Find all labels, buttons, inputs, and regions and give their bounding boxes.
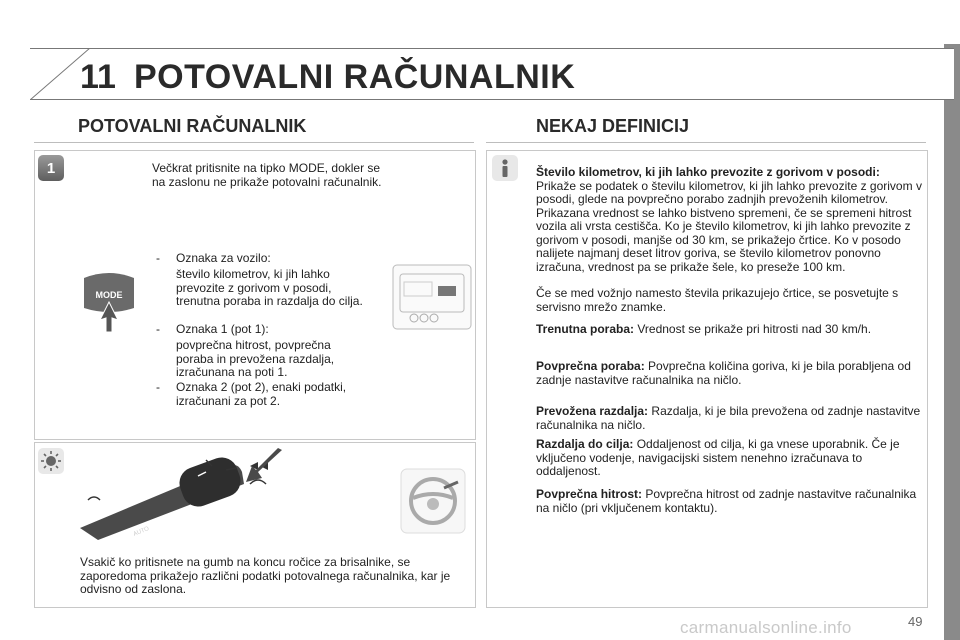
- list-detail-1: število kilometrov, ki jih lahko prevozite z gorivom v posodi, trenutna poraba in razdalja do cilja.: [176, 267, 363, 308]
- step-badge: 1: [38, 155, 64, 181]
- page-side-bar: [944, 44, 960, 640]
- lightbulb-icon: [38, 448, 64, 474]
- definition-range: [536, 166, 924, 274]
- definition-term: Trenutna poraba:: [536, 322, 635, 336]
- definition-dashes-note: [536, 287, 924, 314]
- info-icon: [492, 155, 518, 181]
- mode-button-label: MODE: [95, 290, 123, 300]
- left-section-divider: [34, 142, 474, 143]
- definition-text: Razdalja, ki je bila prevožena od zadnje nastavitve računalnika na ničlo.: [536, 404, 921, 432]
- definition-term: Razdalja do cilja:: [536, 437, 634, 451]
- definition-current-consumption: [536, 323, 924, 337]
- definition-term: Število kilometrov, ki jih lahko prevozite z gorivom v posodi:: [536, 165, 880, 179]
- page-number: 49: [908, 614, 923, 629]
- definition-distance-to-destination: [536, 438, 924, 479]
- steering-wheel-icon: [400, 468, 466, 534]
- chapter-number: 11: [80, 58, 116, 96]
- list-label-1: Oznaka za vozilo:: [176, 251, 271, 265]
- definition-average-speed: [536, 488, 924, 515]
- list-dash-1: -: [156, 251, 160, 265]
- watermark: carmanualsonline.info: [680, 618, 852, 637]
- definition-term: Prevožena razdalja:: [536, 404, 649, 418]
- right-section-divider: [486, 142, 926, 143]
- mode-intro-text: Večkrat pritisnite na tipko MODE, dokler se na zaslonu ne prikaže potovalni računalnik.: [152, 161, 382, 189]
- definition-term: Povprečna hitrost:: [536, 487, 643, 501]
- definition-text: Prikaže se podatek o številu kilometrov, ki jih lahko prevozite z gorivom v posodi, glede na povprečno porabo zadnjih prevoženih kilometrov. Prikazana vrednost se lahko bistveno spremeni, če se spremeni hitrost vozila ali vrsta cestišča. Ko je število kilometrov, ki jih lahko prevozite z gorivom v posodi, manjše od 30 km, se prikažejo črtice. Ko v posodo nalijete najmanj deset litrov goriva, se število kilometrov ponovno izračuna, vrednost pa se prikaže šele, ko preseže 100 km.: [536, 178, 922, 274]
- definition-text: Vrednost se prikaže pri hitrosti nad 30 km/h.: [637, 322, 872, 336]
- list-dash-2: -: [156, 322, 160, 336]
- chapter-title: POTOVALNI RAČUNALNIK: [134, 58, 576, 96]
- auto-label: AUTO: [132, 526, 151, 538]
- radio-unit-illustration: [392, 264, 472, 330]
- list-detail-2: povprečna hitrost, povprečna poraba in prevožena razdalja, izračunana na poti 1.: [176, 338, 335, 379]
- list-dash-3: -: [156, 380, 160, 394]
- definition-text: Povprečna hitrost od zadnje nastavitve računalnika na ničlo (pri vključenem kontaktu).: [536, 487, 917, 515]
- definition-distance-travelled: [536, 405, 924, 432]
- list-label-3: Oznaka 2 (pot 2), enaki podatki, izračunani za pot 2.: [176, 380, 347, 408]
- definition-term: Povprečna poraba:: [536, 359, 645, 373]
- right-section-title: NEKAJ DEFINICIJ: [536, 116, 690, 136]
- arrow-icon: [244, 448, 284, 484]
- mode-button-illustration: [80, 268, 138, 334]
- definition-text: Povprečna količina goriva, ki je bila porabljena od zadnje nastavitve računalnika na ničlo.: [536, 359, 911, 387]
- definition-text: Če se med vožnjo namesto števila prikazujejo črtice, se posvetujte s servisno mrežo znamke.: [536, 286, 899, 314]
- definition-average-consumption: [536, 360, 924, 387]
- stalk-instruction-text: Vsakič ko pritisnete na gumb na koncu ročice za brisalnike, se zaporedoma prikažejo različni podatki potovalnega računalnika, kar je odvisno od zaslona.: [80, 555, 451, 596]
- definition-text: Oddaljenost od cilja, ki ga vnese uporabnik. Če je vključeno vodenje, navigacijski sistem nenehno izračunava to oddaljenost.: [536, 437, 900, 478]
- left-section-title: POTOVALNI RAČUNALNIK: [78, 116, 307, 136]
- list-label-2: Oznaka 1 (pot 1):: [176, 322, 269, 336]
